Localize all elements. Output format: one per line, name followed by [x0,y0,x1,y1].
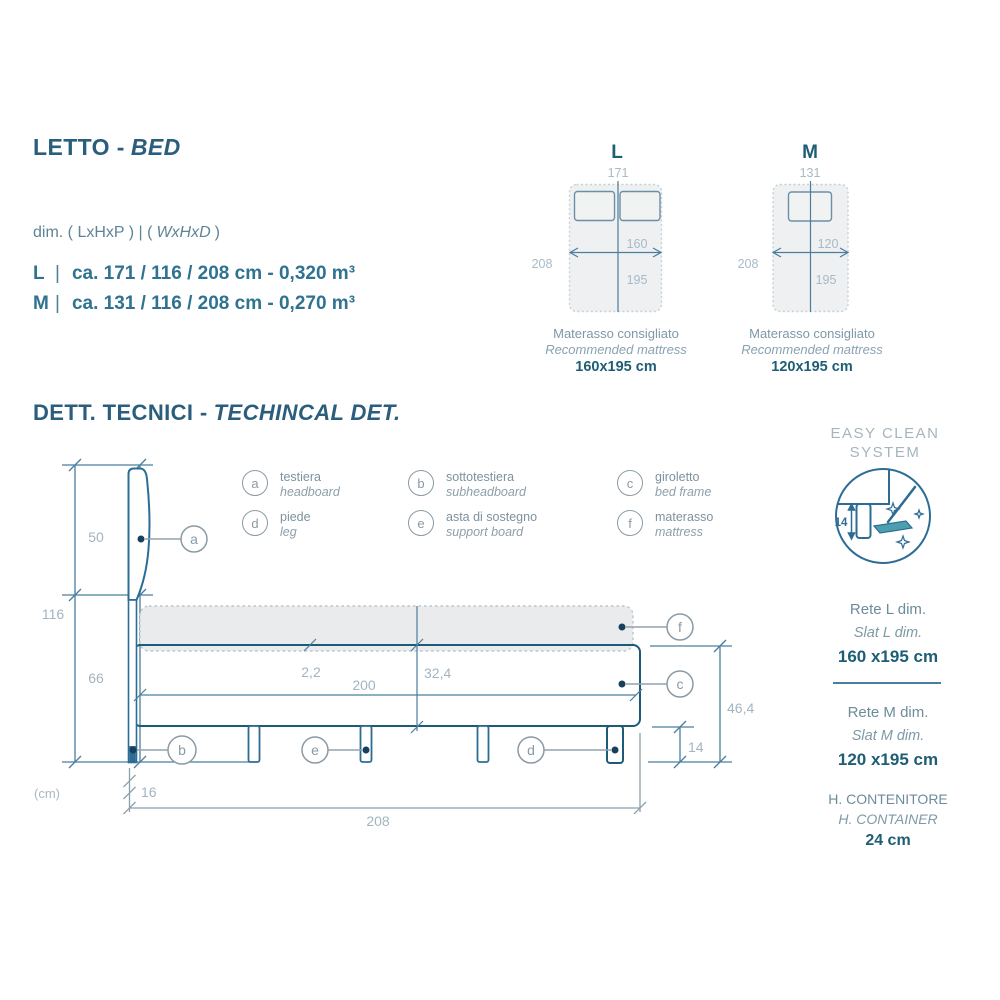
bottom-dimension-lines [124,733,647,814]
container-title-it: H. CONTENITORE [828,791,948,807]
legend-en: headboard [280,485,340,499]
subheadboard-shape [129,600,137,763]
headboard-depth-label: 16 [141,784,157,800]
page-title [33,134,181,161]
legend-key-c: c [617,470,643,496]
spec-row-l [33,263,355,285]
dimension-note-suffix: ) [214,224,220,241]
container-title-en: H. CONTAINER [838,811,938,827]
frame-height-label: 32,4 [424,665,452,681]
container-height-block [810,789,966,853]
legend-it: testiera [280,470,321,484]
headboard-shape [129,469,150,601]
legend-it: giroletto [655,470,700,484]
leg [361,726,372,762]
pillow [620,192,660,221]
m-inner-width-label: 120 [817,237,839,251]
m-overall-width-label: 131 [799,166,821,180]
spec-divider: | [55,263,60,284]
l-caption-it: Materasso consigliato [553,326,679,341]
legend-key-b: b [408,470,434,496]
total-height-label: 116 [41,606,65,622]
slat-m-block [810,701,966,772]
m-caption-en: Recommended mattress [741,342,883,357]
slat-l-size: 160 x195 cm [837,647,939,666]
legend-it: sottotestiera [446,470,515,484]
spec-size-m: M [33,293,49,314]
l-mattress-size: 160x195 cm [575,359,657,375]
callout-b-label: b [178,742,186,758]
spec-row-m [33,293,355,315]
l-overall-width-label: 171 [607,166,629,180]
spec-text-m: ca. 131 / 116 / 208 cm - 0,270 m³ [71,293,356,314]
easy-clean-line2: SYSTEM [849,444,921,461]
slat-l-title-en: Slat L dim. [853,625,923,641]
l-top-view-diagram [500,140,730,385]
leg [249,726,260,762]
slat-m-title-en: Slat M dim. [851,728,925,744]
l-diagram-title: L [611,142,623,163]
legend-it: piede [280,510,311,524]
headboard-height-label: 50 [88,529,104,545]
m-inner-length-label: 195 [815,273,837,287]
overall-length-label: 208 [366,813,390,829]
clearance-label: 14 [834,517,848,529]
inner-length-label: 200 [352,677,376,693]
page-title-en: BED [130,134,181,160]
legend-key-e: e [408,510,434,536]
spec-text-l: ca. 171 / 116 / 208 cm - 0,320 m³ [71,263,356,284]
m-diagram-title: M [802,142,818,163]
l-caption-en: Recommended mattress [545,342,687,357]
slat-l-title-it: Rete L dim. [849,601,927,618]
l-inner-width-label: 160 [626,237,648,251]
legend-en: support board [446,525,524,539]
legend-en: bed frame [655,485,712,499]
slat-m-title-it: Rete M dim. [847,704,929,721]
legend-key-f: f [617,510,643,536]
legend-en: subheadboard [446,485,526,499]
section-title-en: TECHINCAL DET. [213,400,401,425]
dimension-note-whd: WxHxD [156,224,211,241]
legend-en: leg [280,525,297,539]
unit-label: (cm) [34,786,60,801]
easy-clean-icon [820,455,950,575]
legend-key-d: d [242,510,268,536]
l-inner-length-label: 195 [626,273,648,287]
legend-it: asta di sostegno [446,510,538,524]
bed-corner-leg [857,504,871,538]
bed-frame-shape [134,645,641,726]
side-view-drawing [30,420,780,840]
leg [607,726,623,763]
container-height-value: 24 cm [865,832,911,849]
leg [478,726,489,762]
section-title-it: DETT. TECNICI - [33,400,208,425]
callout-c-label: c [676,676,684,692]
legend-key-a: a [242,470,268,496]
callout-a-label: a [190,531,198,547]
callout-f-label: f [678,619,682,635]
m-caption-it: Materasso consigliato [749,326,875,341]
leg-height-label: 14 [688,739,704,755]
easy-clean-line1: EASY CLEAN [830,425,940,442]
base-height-label: 66 [88,670,104,686]
right-panel-divider [833,682,941,684]
m-mattress-size: 120x195 cm [771,359,853,375]
page-title-it: LETTO - [33,134,125,160]
easy-clean-circle [836,469,930,563]
m-overall-length-label: 208 [737,257,759,271]
m-top-view-diagram [700,140,960,385]
legend-en: mattress [655,525,703,539]
callout-d-label: d [527,742,535,758]
slat-m-size: 120 x195 cm [837,750,939,769]
spec-size-l: L [33,263,45,284]
dimension-note-prefix: dim. ( LxHxP ) | ( [33,224,153,241]
frame-floor-height-label: 46,4 [727,700,755,716]
spec-divider: | [55,293,60,314]
callout-e-label: e [311,742,319,758]
pillow [575,192,615,221]
legend-it: materasso [655,510,714,524]
dimension-note [33,224,220,242]
slat-l-block [810,598,966,669]
frame-lip-label: 2,2 [301,664,321,680]
l-overall-length-label: 208 [531,257,553,271]
